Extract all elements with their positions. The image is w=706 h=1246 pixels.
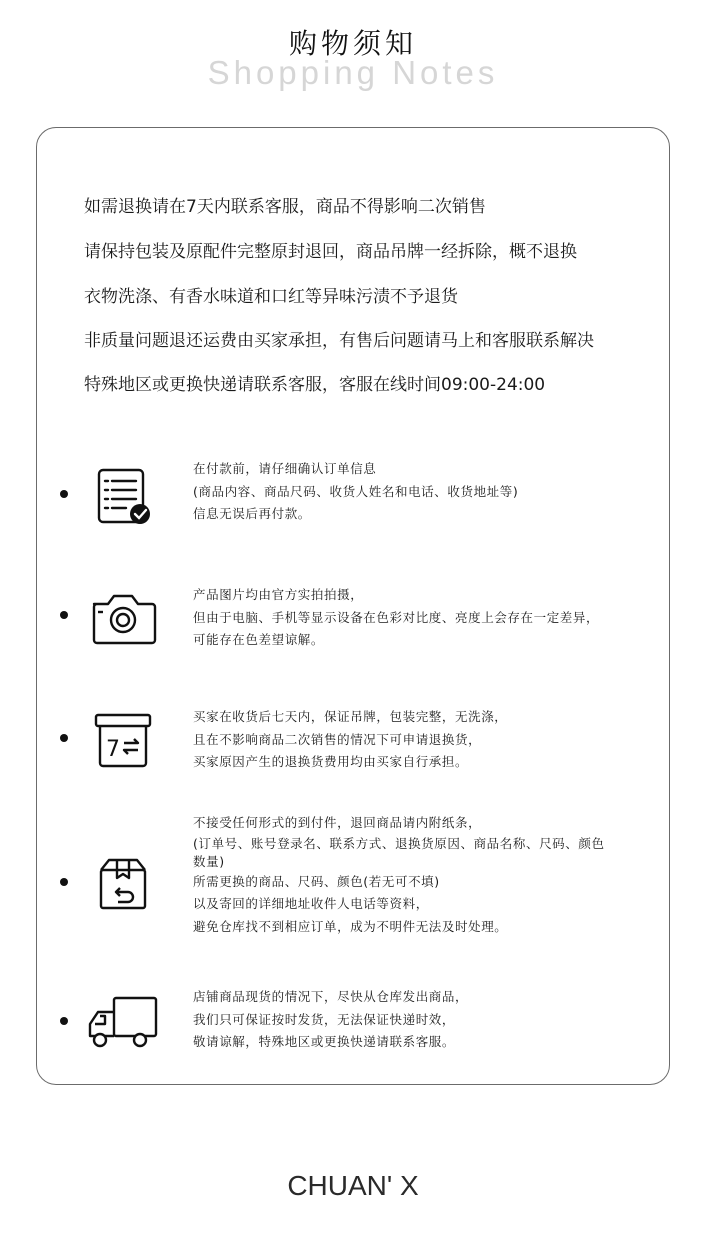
rule-item: 请保持包装及原配件完整原封退回，商品吊牌一经拆除，概不退换 <box>84 242 577 262</box>
seven-day-return-icon <box>86 706 160 776</box>
bullet-dot <box>60 611 68 619</box>
delivery-truck-icon <box>84 988 162 1058</box>
page-title: 购物须知 <box>288 27 417 60</box>
rule-item: 衣物洗涤、有香水味道和口红等异味污渍不予退货 <box>84 287 458 307</box>
rule-item: 非质量问题退还运费由买家承担，有售后问题请马上和客服联系解决 <box>84 331 594 351</box>
note-text: 不接受任何形式的到付件，退回商品请内附纸条， (订单号、账号登录名、联系方式、退换货原因、商品名称、尺码、颜色 数量) 所需更换的商品、尺码、颜色(若无可不填) 以及寄回的详细地址收件人电话等资料， 避免仓库找不到相应订单，成为不明件无法及时处理。 <box>193 815 605 934</box>
page-subtitle: Shopping Notes <box>207 54 499 91</box>
rule-item: 特殊地区或更换快递请联系客服，客服在线时间09:00-24:00 <box>84 375 546 395</box>
bullet-dot <box>60 734 68 742</box>
note-text: 买家在收货后七天内，保证吊牌，包装完整，无洗涤， 且在不影响商品二次销售的情况下可申请退换货， 买家原因产生的退换货费用均由买家自行承担。 <box>193 709 508 769</box>
bullet-dot <box>60 490 68 498</box>
return-box-icon <box>86 848 160 918</box>
bullet-dot <box>60 878 68 886</box>
svg-text:7: 7 <box>106 737 120 762</box>
rule-item: 如需退换请在7天内联系客服，商品不得影响二次销售 <box>84 197 486 217</box>
camera-icon <box>86 582 160 652</box>
note-text: 在付款前，请仔细确认订单信息 (商品内容、商品尺码、收货人姓名和电话、收货地址等) 信息无误后再付款。 <box>193 461 519 521</box>
note-text: 产品图片均由官方实拍拍摄， 但由于电脑、手机等显示设备在色彩对比度、亮度上会存在一定差异， 可能存在色差望谅解。 <box>193 587 600 647</box>
checklist-icon <box>86 462 160 532</box>
note-text: 店铺商品现货的情况下，尽快从仓库发出商品， 我们只可保证按时发货，无法保证快递时效， 敬请谅解，特殊地区或更换快递请联系客服。 <box>193 989 469 1049</box>
bullet-dot <box>60 1017 68 1025</box>
brand-logo: CHUAN' X <box>287 1170 419 1201</box>
